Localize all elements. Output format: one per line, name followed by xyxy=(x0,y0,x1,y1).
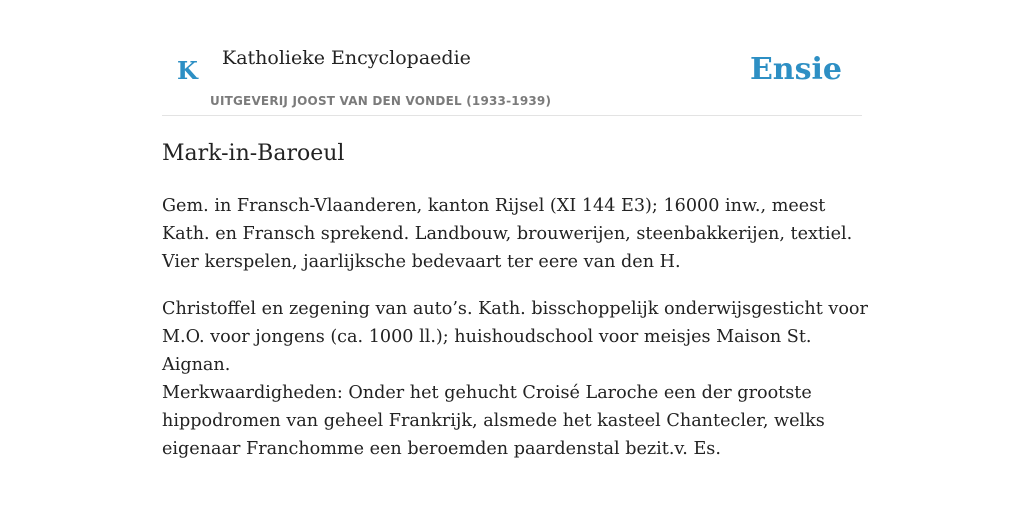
publisher-label: UITGEVERIJ JOOST VAN DEN VONDEL (1933-1939) xyxy=(210,94,552,108)
header xyxy=(162,38,862,116)
ensie-logo-link[interactable]: Ensie xyxy=(749,52,842,87)
book-title-link[interactable]: Katholieke Encyclopaedie xyxy=(222,47,471,69)
article-paragraph-1: Gem. in Fransch-Vlaanderen, kanton Rijsel (XI 144 E3); 16000 inw., meest Kath. en Fransch sprekend. Landbouw, brouwerijen, steenbakkerijen, textiel. Vier kerspelen, jaarlijksche bedevaart ter eere van den H. xyxy=(162,196,853,272)
article-paragraph-2: Christoffel en zegening van auto’s. Kath. bisschoppelijk onderwijsgesticht voor M.O. voor jongens (ca. 1000 ll.); huishoudschool voor meisjes Maison St. Aignan. xyxy=(162,299,868,375)
book-logo[interactable]: K xyxy=(177,56,198,85)
article-paragraph-3: Merkwaardigheden: Onder het gehucht Croisé Laroche een der grootste hippodromen van geheel Frankrijk, alsmede het kasteel Chantecler, welks eigenaar Franchomme een beroemden paardenstal bezit.v. Es. xyxy=(162,383,825,459)
article-title: Mark-in-Baroeul xyxy=(162,141,345,166)
